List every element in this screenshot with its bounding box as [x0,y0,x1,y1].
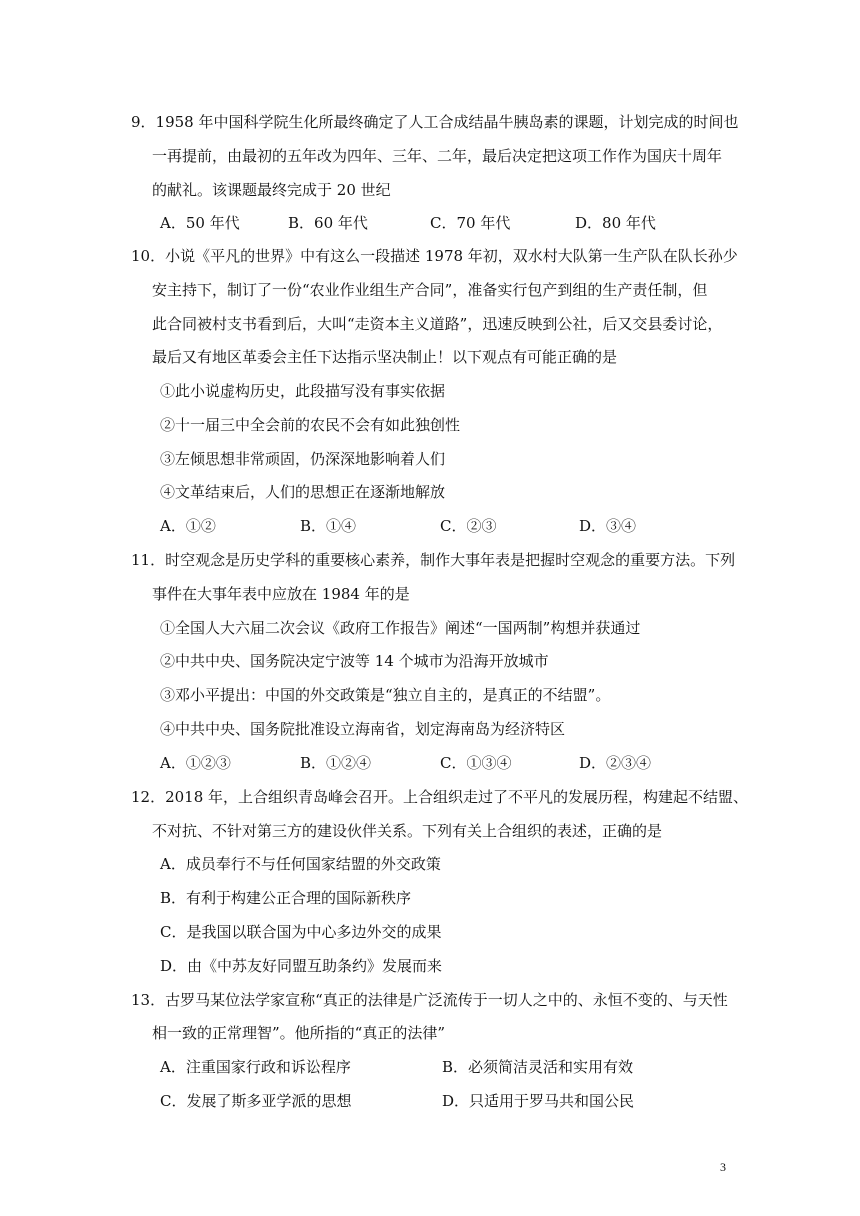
q11-item-3: ③邓小平提出：中国的外交政策是“独立自主的，是真正的不结盟”。 [160,686,611,704]
q9-option-b: B．60 年代 [288,214,368,232]
q11-option-d: D．②③④ [579,754,652,772]
q13-stem-line-1: 13．古罗马某位法学家宣称“真正的法律是广泛流传于一切人之中的、永恒不变的、与天性 [131,991,728,1009]
q13-option-c: C．发展了斯多亚学派的思想 [160,1092,352,1110]
q12-stem-line-2: 不对抗、不针对第三方的建设伙伴关系。下列有关上合组织的表述，正确的是 [152,822,663,840]
q10-option-b: B．①④ [300,517,357,535]
q11-item-4: ④中共中央、国务院批准设立海南省，划定海南岛为经济特区 [160,720,566,738]
q9-option-a: A．50 年代 [160,214,240,232]
q12-option-a: A．成员奉行不与任何国家结盟的外交政策 [160,855,441,873]
q13-option-b: B．必须简洁灵活和实用有效 [442,1058,634,1076]
q11-stem-line-1: 11．时空观念是历史学科的重要核心素养，制作大事年表是把握时空观念的重要方法。下列 [131,551,736,569]
q13-option-d: D．只适用于罗马共和国公民 [442,1092,635,1110]
q13-option-a: A．注重国家行政和诉讼程序 [160,1058,351,1076]
q11-option-a: A．①②③ [160,754,231,772]
q10-item-1: ①此小说虚构历史，此段描写没有事实依据 [160,382,446,400]
q9-stem-line-3: 的献礼。该课题最终完成于 20 世纪 [152,181,391,199]
q10-stem-line-1: 10．小说《平凡的世界》中有这么一段描述 1978 年初，双水村大队第一生产队在队长孙少 [131,247,738,265]
q10-option-a: A．①② [160,517,216,535]
q10-item-3: ③左倾思想非常顽固，仍深深地影响着人们 [160,450,446,468]
q9-stem-line-2: 一再提前，由最初的五年改为四年、三年、二年，最后决定把这项工作作为国庆十周年 [152,147,723,165]
q10-item-4: ④文革结束后，人们的思想正在逐渐地解放 [160,483,446,501]
q13-stem-line-2: 相一致的正常理智”。他所指的“真正的法律” [152,1024,446,1042]
q10-stem-line-3: 此合同被村支书看到后，大叫“走资本主义道路”，迅速反映到公社，后又交县委讨论， [152,315,723,333]
q12-stem-line-1: 12．2018 年，上合组织青岛峰会召开。上合组织走过了不平凡的发展历程，构建起不结盟、 [131,788,749,806]
page-number: 3 [720,1160,726,1174]
q9-option-d: D．80 年代 [575,214,656,232]
q12-option-d: D．由《中苏友好同盟互助条约》发展而来 [160,957,443,975]
q11-item-1: ①全国人大六届二次会议《政府工作报告》阐述“一国两制”构想并获通过 [160,619,641,637]
q12-option-b: B．有利于构建公正合理的国际新秩序 [160,889,412,907]
q11-option-c: C．①③④ [440,754,512,772]
q10-option-c: C．②③ [440,517,497,535]
q11-item-2: ②中共中央、国务院决定宁波等 14 个城市为沿海开放城市 [160,652,549,670]
q11-stem-line-2: 事件在大事年表中应放在 1984 年的是 [152,585,410,603]
q10-item-2: ②十一届三中全会前的农民不会有如此独创性 [160,416,461,434]
q12-option-c: C．是我国以联合国为中心多边外交的成果 [160,923,442,941]
q9-option-c: C．70 年代 [430,214,511,232]
q9-stem-line-1: 9．1958 年中国科学院生化所最终确定了人工合成结晶牛胰岛素的课题，计划完成的时间也 [131,113,739,131]
q11-option-b: B．①②④ [300,754,372,772]
q10-option-d: D．③④ [579,517,637,535]
q10-stem-line-2: 安主持下，制订了一份“农业作业组生产合同”，准备实行包产到组的生产责任制，但 [152,281,708,299]
q10-stem-line-4: 最后又有地区革委会主任下达指示坚决制止！以下观点有可能正确的是 [152,348,618,366]
